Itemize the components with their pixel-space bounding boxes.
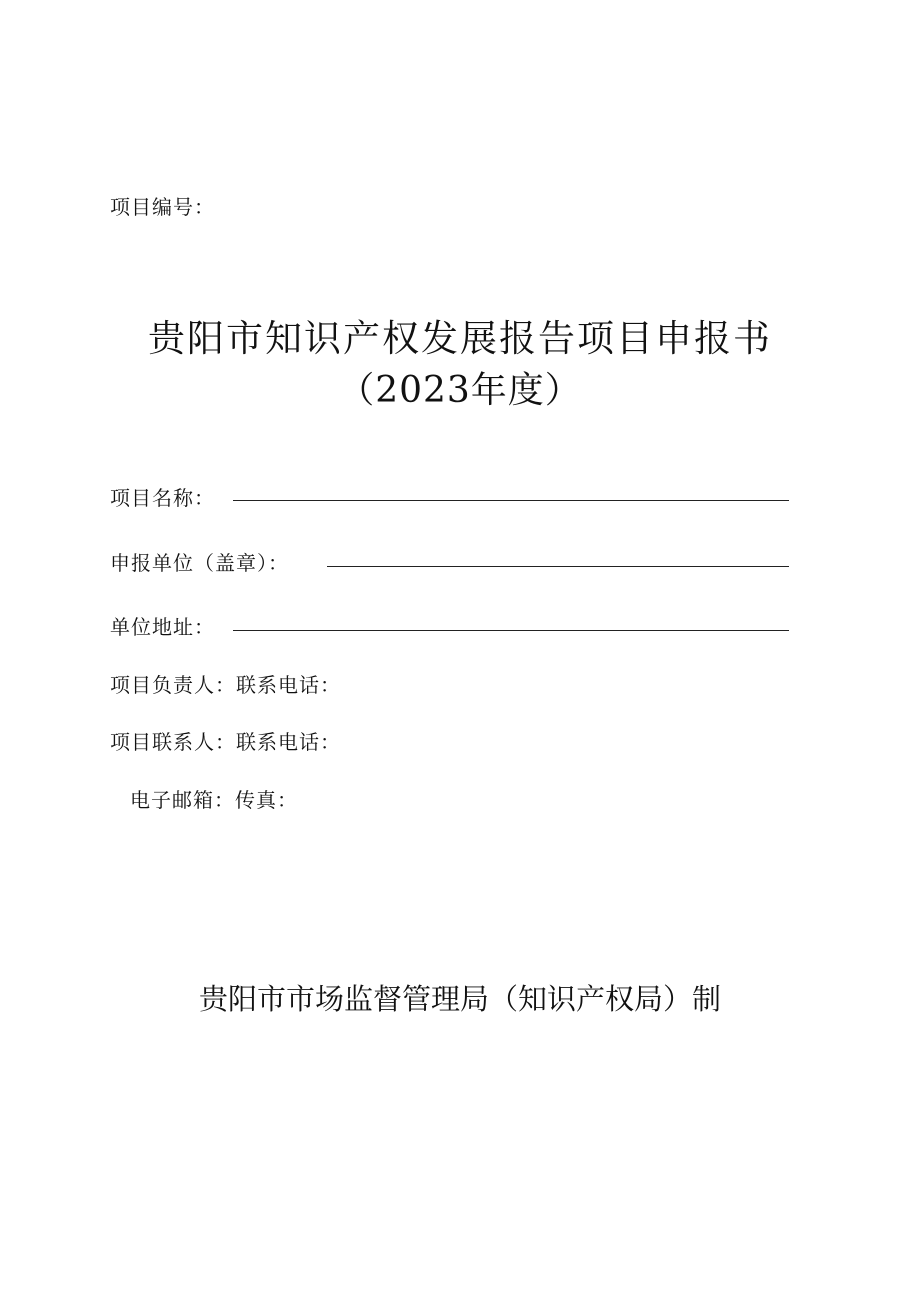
applicant-unit-label: 申报单位（盖章）： (110, 551, 289, 575)
document-title: 贵阳市知识产权发展报告项目申报书 (148, 317, 772, 360)
issuer-footer: 贵阳市市场监督管理局（知识产权局）制 (198, 982, 721, 1016)
project-name-field[interactable] (233, 500, 789, 501)
document-year: （2023年度） (338, 370, 582, 411)
email-fax-label: 电子邮箱：传真： (130, 788, 298, 812)
project-number-label: 项目编号： (110, 195, 215, 219)
applicant-unit-field[interactable] (327, 566, 789, 567)
project-name-label: 项目名称： (110, 486, 215, 510)
unit-address-label: 单位地址： (110, 615, 215, 639)
project-leader-label: 项目负责人：联系电话： (110, 673, 341, 697)
project-contact-label: 项目联系人：联系电话： (110, 730, 341, 754)
unit-address-field[interactable] (233, 630, 789, 631)
